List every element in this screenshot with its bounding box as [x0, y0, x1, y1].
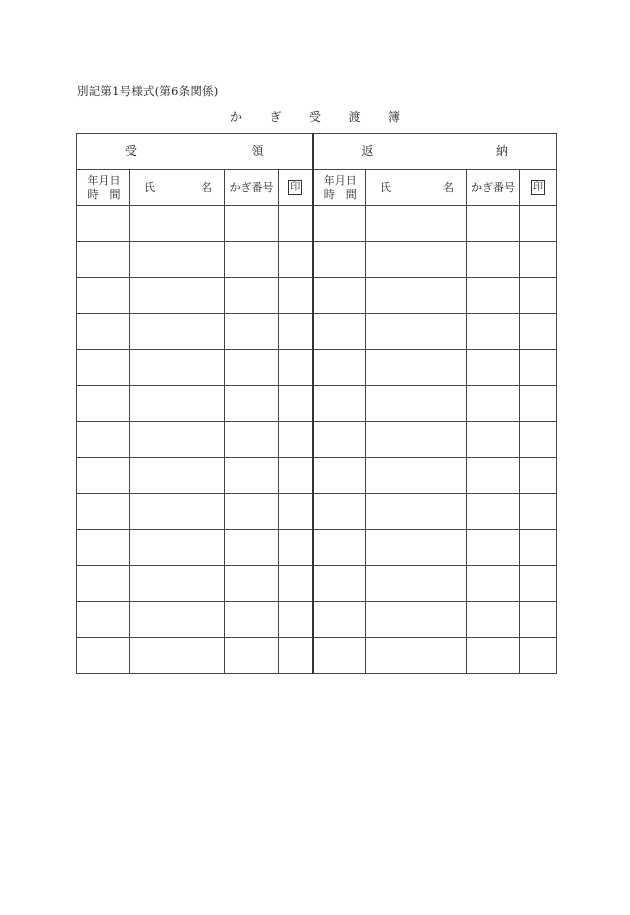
- cell-seal: [520, 638, 557, 674]
- table-row: [77, 494, 557, 530]
- cell-seal: [279, 638, 313, 674]
- cell-name: [366, 278, 467, 314]
- header-datetime: [313, 170, 366, 206]
- cell-datetime: [77, 494, 130, 530]
- table-row: [77, 602, 557, 638]
- cell-seal: [279, 278, 313, 314]
- header-datetime-line: 年月日: [87, 173, 121, 187]
- cell-seal: [520, 314, 557, 350]
- cell-seal: [520, 350, 557, 386]
- cell-datetime: [313, 278, 366, 314]
- cell-name: [366, 422, 467, 458]
- cell-key-number: [225, 458, 279, 494]
- cell-key-number: [225, 602, 279, 638]
- cell-seal: [279, 422, 313, 458]
- cell-name: [366, 566, 467, 602]
- cell-datetime: [77, 602, 130, 638]
- header-name-char: 氏: [380, 180, 392, 194]
- cell-seal: [279, 386, 313, 422]
- table-row: [77, 638, 557, 674]
- cell-datetime: [313, 314, 366, 350]
- cell-key-number: [225, 638, 279, 674]
- section-receive-char: 受: [125, 144, 138, 158]
- cell-seal: [520, 602, 557, 638]
- cell-key-number: [225, 386, 279, 422]
- cell-datetime: [77, 206, 130, 242]
- title-char: 簿: [387, 110, 400, 124]
- header-name-char: 名: [443, 180, 455, 194]
- cell-name: [130, 494, 225, 530]
- header-name: [130, 170, 225, 206]
- cell-name: [130, 278, 225, 314]
- table-row: [77, 530, 557, 566]
- cell-key-number: [225, 206, 279, 242]
- cell-key-number: [225, 278, 279, 314]
- table-row: [77, 314, 557, 350]
- cell-key-number: [467, 206, 520, 242]
- cell-name: [366, 530, 467, 566]
- cell-name: [366, 602, 467, 638]
- table-row: [77, 206, 557, 242]
- cell-key-number: [467, 242, 520, 278]
- header-name: [366, 170, 467, 206]
- cell-name: [130, 206, 225, 242]
- cell-seal: [279, 350, 313, 386]
- cell-seal: [520, 278, 557, 314]
- title-char: か: [230, 110, 243, 124]
- cell-seal: [520, 494, 557, 530]
- document-title: [230, 108, 400, 125]
- cell-key-number: [467, 314, 520, 350]
- section-receive-char: 領: [251, 144, 264, 158]
- title-char: 受: [308, 110, 321, 124]
- cell-name: [130, 422, 225, 458]
- cell-name: [366, 458, 467, 494]
- section-return: [313, 134, 557, 170]
- cell-seal: [520, 530, 557, 566]
- header-datetime-line: 年月日: [323, 173, 357, 187]
- cell-seal: [520, 206, 557, 242]
- cell-key-number: [225, 566, 279, 602]
- cell-key-number: [467, 350, 520, 386]
- cell-key-number: [467, 386, 520, 422]
- header-datetime-line: 時 間: [323, 187, 357, 201]
- cell-name: [130, 602, 225, 638]
- table-row: [77, 566, 557, 602]
- cell-datetime: [313, 206, 366, 242]
- cell-name: [130, 350, 225, 386]
- cell-seal: [279, 494, 313, 530]
- cell-name: [130, 458, 225, 494]
- cell-datetime: [77, 530, 130, 566]
- header-datetime-line: 時 間: [87, 187, 121, 201]
- cell-datetime: [313, 638, 366, 674]
- cell-datetime: [77, 422, 130, 458]
- cell-seal: [279, 242, 313, 278]
- cell-key-number: [467, 278, 520, 314]
- table-row: [77, 386, 557, 422]
- cell-seal: [279, 566, 313, 602]
- cell-datetime: [313, 422, 366, 458]
- header-datetime: [77, 170, 130, 206]
- header-seal: [279, 170, 313, 206]
- cell-datetime: [77, 458, 130, 494]
- cell-seal: [279, 602, 313, 638]
- section-return-char: 納: [496, 144, 509, 158]
- header-name-char: 氏: [144, 180, 155, 194]
- cell-key-number: [467, 602, 520, 638]
- title-char: ぎ: [269, 110, 282, 124]
- section-return-char: 返: [361, 144, 374, 158]
- cell-datetime: [313, 494, 366, 530]
- cell-datetime: [77, 278, 130, 314]
- section-receive: [77, 134, 313, 170]
- table-row: [77, 422, 557, 458]
- header-key-number: かぎ番号: [225, 170, 279, 206]
- cell-key-number: [467, 530, 520, 566]
- cell-seal: [279, 530, 313, 566]
- cell-datetime: [313, 566, 366, 602]
- cell-name: [366, 314, 467, 350]
- table-row: [77, 458, 557, 494]
- header-name-char: 名: [201, 180, 212, 194]
- cell-seal: [279, 314, 313, 350]
- cell-name: [366, 494, 467, 530]
- cell-name: [130, 386, 225, 422]
- cell-name: [130, 530, 225, 566]
- cell-key-number: [467, 494, 520, 530]
- cell-seal: [520, 566, 557, 602]
- cell-key-number: [225, 350, 279, 386]
- cell-datetime: [77, 314, 130, 350]
- seal-mark: 印: [533, 182, 544, 193]
- cell-datetime: [313, 602, 366, 638]
- cell-seal: [520, 242, 557, 278]
- table-row: [77, 278, 557, 314]
- column-header-row: [77, 170, 557, 206]
- cell-seal: [520, 458, 557, 494]
- cell-datetime: [77, 350, 130, 386]
- cell-name: [366, 638, 467, 674]
- cell-name: [366, 206, 467, 242]
- cell-name: [130, 566, 225, 602]
- cell-datetime: [313, 242, 366, 278]
- cell-datetime: [77, 566, 130, 602]
- table-row: [77, 350, 557, 386]
- cell-key-number: [467, 458, 520, 494]
- cell-datetime: [313, 458, 366, 494]
- table-row: [77, 242, 557, 278]
- cell-datetime: [313, 350, 366, 386]
- cell-seal: [279, 206, 313, 242]
- cell-datetime: [77, 386, 130, 422]
- cell-key-number: [225, 314, 279, 350]
- cell-seal: [520, 386, 557, 422]
- header-seal: [520, 170, 557, 206]
- cell-datetime: [77, 638, 130, 674]
- cell-key-number: [225, 530, 279, 566]
- cell-seal: [279, 458, 313, 494]
- form-reference: 別記第1号様式(第6条関係): [77, 84, 219, 98]
- cell-name: [130, 242, 225, 278]
- cell-name: [366, 242, 467, 278]
- cell-name: [366, 386, 467, 422]
- cell-key-number: [467, 566, 520, 602]
- title-char: 渡: [348, 110, 361, 124]
- key-ledger-table: [76, 133, 557, 674]
- seal-mark: 印: [290, 182, 301, 193]
- header-key-number: かぎ番号: [467, 170, 520, 206]
- cell-name: [366, 350, 467, 386]
- cell-key-number: [225, 422, 279, 458]
- cell-datetime: [313, 386, 366, 422]
- cell-datetime: [313, 530, 366, 566]
- cell-datetime: [77, 242, 130, 278]
- cell-seal: [520, 422, 557, 458]
- section-header-row: [77, 134, 557, 170]
- cell-key-number: [467, 422, 520, 458]
- cell-key-number: [467, 638, 520, 674]
- cell-name: [130, 314, 225, 350]
- cell-name: [130, 638, 225, 674]
- cell-key-number: [225, 494, 279, 530]
- cell-key-number: [225, 242, 279, 278]
